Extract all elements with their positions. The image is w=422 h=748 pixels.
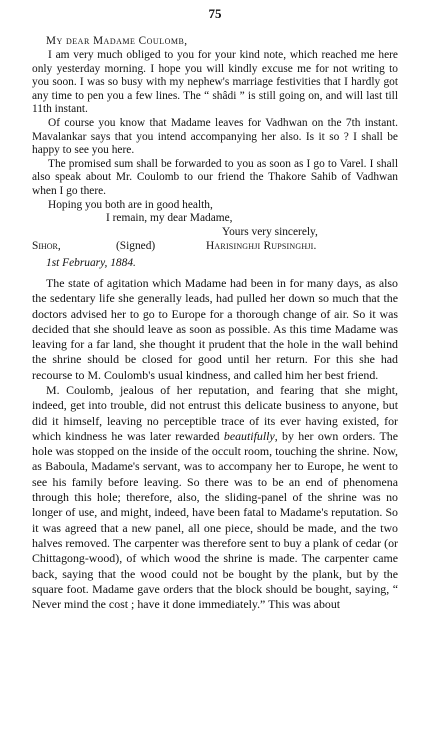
narrative [32, 276, 398, 613]
closing-line: I remain, my dear Madame, [106, 212, 233, 225]
closing-line: Hoping you both are in good health, [48, 198, 213, 211]
signature-signed: (Signed) [116, 240, 156, 253]
body-text-span: , by her own orders. The hole was stopped on the inside of the occult room, touching the shrine. Now, as Baboula, Madame's servant, was to accompany her to Europe, he went to see his family before leaving. So there was to be an end of phenomena through this hole; therefore, also, the sliding-panel of the shrine was no longer of use, and might, indeed, have been fatal to Madame's reputation. So it was agreed that a new panel, all one piece, should be made, and the two halves removed. The carpenter was therefore sent to buy a plank of cedar (or Chittagong-wood), of which wood the shrine is made. The carpenter came back, saying that the wood could not be bought by the plank, but by the square foot. Madame gave orders that the block should be bought, saying, “ Never mind the cost ; have it done immediately.” This was about [32, 428, 398, 612]
signature-line [32, 240, 398, 254]
signature-place: Sihor, [32, 240, 61, 253]
letter-paragraph: The promised sum shall be forwarded to you as soon as I go to Varel. I shall also speak about Mr. Coulomb to our friend the Thakore Sahib of Vadhwan when I go there. [32, 157, 398, 197]
body-text-span: M. Coulomb, jealous of her reputation, and fearing that she might, indeed, get into trouble, did not entrust this delicate business to anyone, but did it himself, leaving no perceptible trace of its ever having existed, for which kindness he was later rewarded [32, 382, 398, 443]
letter-salutation: My dear Madame Coulomb, [46, 35, 188, 47]
date-ordinal: 1st [46, 256, 60, 269]
page-number: 75 [208, 6, 222, 21]
body-paragraph [32, 383, 398, 612]
letter-date [32, 256, 398, 270]
emphasis-beautifully: beautifully [223, 428, 275, 443]
signature-name: Harisinghji Rupsinghji. [206, 240, 317, 253]
body-paragraph: The state of agitation which Madame had been in for many days, as also the sedentary life she generally leads, had pulled her down so much that the doctors advised her to go to Europe for a thorough change of air. So it was decided that she should leave as soon as possible. As this time Madame was leaving for a far land, she thought it prudent that the hole in the wall behind the shrine should be closed for good until her return. For this she had recourse to M. Coulomb's usual kindness, and called him her best friend. [32, 275, 398, 382]
letter [32, 34, 398, 270]
letter-paragraph: I am very much obliged to you for your kind note, which reached me here only yesterday morning. I hope you will kindly excuse me for not writing to you soon. I was so busy with my nephew's marriage festivities that I hardly got any time to pen you a few lines. The “ shâdi ” is still going on, and will last till 11th instant. [32, 49, 398, 116]
closing-line: Yours very sincerely, [222, 225, 318, 238]
letter-closing [32, 199, 398, 240]
date-rest: February, 1884. [59, 256, 136, 269]
letter-paragraph: Of course you know that Madame leaves for Vadhwan on the 7th instant. Mavalankar says that you intend accompanying her also. Is it so ? I shall be happy to see you here. [32, 116, 398, 157]
